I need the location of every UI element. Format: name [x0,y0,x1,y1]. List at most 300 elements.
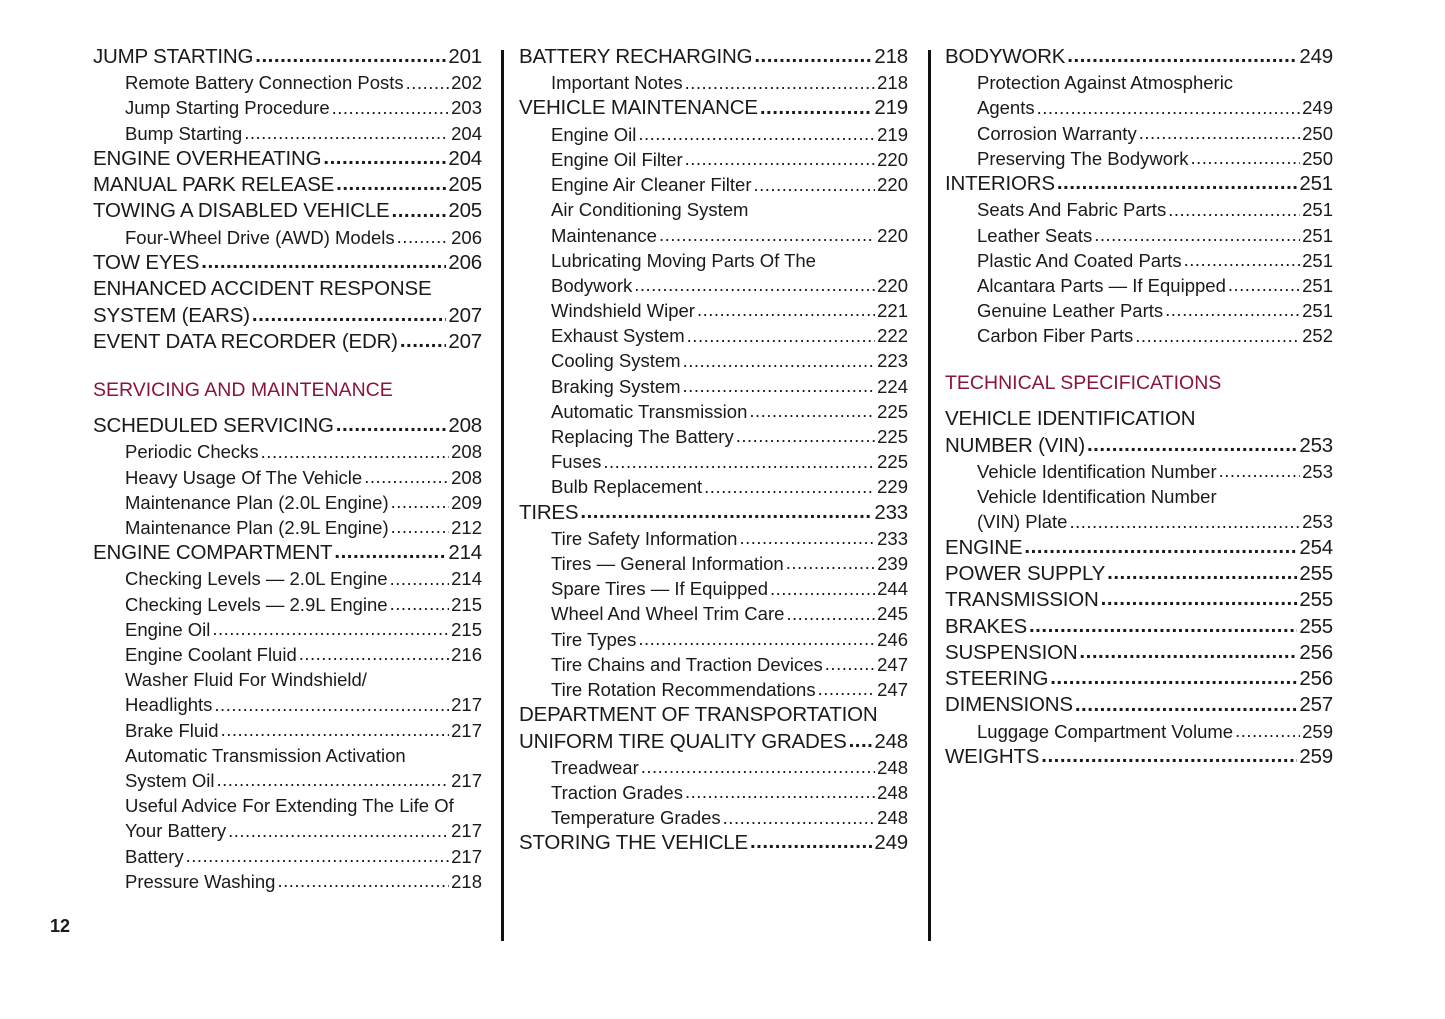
toc-entry-page: 248 [877,756,908,778]
toc-sub-entry[interactable] [519,122,908,147]
toc-entry-page: 217 [451,694,482,716]
toc-main-entry[interactable] [945,692,1333,718]
toc-entry-page: 217 [451,845,482,867]
toc-entry-page: 225 [877,451,908,473]
toc-main-entry[interactable] [519,830,908,856]
toc-entry-title: POWER SUPPLY [945,561,1106,585]
toc-entry-title: UNIFORM TIRE QUALITY GRADES [519,729,847,753]
toc-entry-title: Engine Coolant Fluid [125,644,297,666]
toc-sub-entry[interactable] [945,719,1333,744]
dot-leader [603,453,875,472]
toc-entry-page: 255 [1299,561,1333,585]
dot-leader [334,542,446,563]
toc-entry-page: 259 [1299,744,1333,768]
dot-leader [1190,149,1300,168]
toc-main-entry[interactable] [93,250,482,276]
dot-leader [818,680,876,699]
toc-column-2 [519,44,908,857]
toc-sub-entry[interactable] [519,677,908,702]
toc-entry-title: Checking Levels — 2.0L Engine [125,568,388,590]
toc-main-entry[interactable] [945,171,1333,197]
toc-main-entry[interactable] [945,406,1333,432]
toc-main-entry[interactable] [945,44,1333,70]
toc-entry-page: 245 [877,603,908,625]
toc-entry-page: 221 [877,300,908,322]
dot-leader [749,402,875,421]
toc-main-entry[interactable] [93,198,482,224]
dot-leader [1235,722,1300,741]
toc-sub-entry[interactable] [945,323,1333,348]
toc-entry-title: Cooling System [551,350,681,372]
dot-leader [1069,513,1300,532]
toc-sub-entry[interactable] [93,869,482,894]
toc-main-entry[interactable] [945,614,1333,640]
toc-main-entry[interactable] [945,666,1333,692]
dot-leader [221,721,450,740]
dot-leader [849,731,873,752]
toc-entry-title: JUMP STARTING [93,45,254,68]
toc-entry-page: 206 [448,250,482,274]
toc-entry-page: 218 [451,870,482,892]
toc-entry-page: 204 [448,146,482,170]
toc-sub-entry[interactable] [519,424,908,449]
toc-entry-page: 253 [1302,511,1333,533]
toc-entry-title: Bump Starting [125,122,243,144]
toc-entry-page: 219 [877,123,908,145]
toc-sub-entry[interactable] [519,780,908,805]
toc-entry-title: TRANSMISSION [945,588,1099,612]
toc-sub-entry[interactable] [93,225,482,250]
toc-entry-title: Engine Oil [551,123,637,145]
dot-leader [1165,301,1300,320]
toc-sub-entry[interactable] [93,667,482,692]
toc-sub-entry[interactable] [519,70,908,95]
toc-entry-title: MANUAL PARK RELEASE [93,173,335,197]
toc-sub-entry[interactable] [93,743,482,768]
toc-sub-entry[interactable] [519,474,908,499]
dot-leader [1139,124,1300,143]
toc-sub-entry[interactable] [945,459,1333,484]
dot-leader [277,872,449,891]
toc-sub-entry[interactable] [519,172,908,197]
toc-sub-entry[interactable] [945,223,1333,248]
dot-leader [750,832,872,853]
dot-leader [252,305,447,326]
toc-entry-page: 207 [448,329,482,353]
toc-sub-entry[interactable] [93,465,482,490]
toc-entry-title: STORING THE VEHICLE [519,831,748,855]
toc-entry-page: 254 [1299,535,1333,559]
toc-sub-entry[interactable] [93,718,482,743]
toc-entry-title: System Oil [125,769,215,791]
toc-sub-entry[interactable] [945,484,1333,509]
toc-entry-title: Traction Grades [551,781,683,803]
toc-main-entry[interactable] [945,587,1333,613]
toc-sub-entry[interactable] [945,248,1333,273]
toc-sub-entry[interactable] [519,374,908,399]
toc-entry-title: Headlights [125,694,213,716]
toc-entry-page: 208 [451,441,482,463]
toc-entry-title: Tires — General Information [551,553,784,575]
dot-leader [1228,276,1300,295]
toc-sub-entry[interactable] [93,768,482,793]
dot-leader [786,554,875,573]
toc-entry-title: Leather Seats [977,224,1093,246]
dot-leader [397,228,449,247]
toc-entry-title: Battery [125,845,184,867]
toc-entry-title: BODYWORK [945,45,1066,68]
dot-leader [687,327,875,346]
dot-leader [1184,251,1300,270]
toc-entry-title: Temperature Grades [551,807,721,829]
section-heading: SERVICING AND MAINTENANCE [93,379,393,402]
toc-column-1 [93,44,482,894]
toc-entry-title: Jump Starting Procedure [125,97,330,119]
toc-sub-entry[interactable] [945,146,1333,171]
dot-leader [244,124,449,143]
toc-entry-page: 246 [877,628,908,650]
toc-sub-entry[interactable] [93,818,482,843]
dot-leader [638,630,875,649]
toc-entry-page: 218 [877,72,908,94]
dot-leader [1094,226,1300,245]
toc-sub-entry[interactable] [519,526,908,551]
toc-entry-page: 249 [1302,97,1333,119]
toc-sub-entry[interactable] [945,298,1333,323]
toc-entry-title: Automatic Transmission Activation [125,744,406,766]
toc-entry-page: 208 [448,414,482,438]
dot-leader [364,468,449,487]
dot-leader [634,276,875,295]
toc-sub-entry[interactable] [519,601,908,626]
dot-leader [825,655,875,674]
toc-sub-entry[interactable] [519,399,908,424]
toc-entry-title: Maintenance [551,224,657,246]
toc-entry-page: 217 [451,820,482,842]
toc-entry-page: 248 [874,729,908,753]
toc-entry-title: Preserving The Bodywork [977,147,1189,169]
toc-entry-title: Fuses [551,451,602,473]
toc-entry-title: BATTERY RECHARGING [519,45,753,68]
toc-sub-entry[interactable] [945,70,1333,95]
toc-entry-title: Maintenance Plan (2.0L Engine) [125,491,389,513]
toc-entry-page: 247 [877,679,908,701]
dot-leader [736,427,875,446]
toc-entry-page: 239 [877,553,908,575]
toc-sub-entry[interactable] [945,197,1333,222]
toc-main-entry[interactable] [945,433,1333,459]
toc-entry-title: Tire Rotation Recommendations [551,679,816,701]
dot-leader [1041,746,1297,767]
section-heading: TECHNICAL SPECIFICATIONS [945,372,1222,395]
dot-leader [1087,435,1297,456]
dot-leader [685,74,876,93]
toc-entry-title: VEHICLE IDENTIFICATION [945,407,1196,431]
toc-entry-page: 253 [1299,433,1333,457]
toc-entry-title: WEIGHTS [945,744,1040,768]
toc-main-entry[interactable] [93,303,482,329]
dot-leader [406,74,449,93]
toc-sub-entry[interactable] [93,793,482,818]
toc-sub-entry[interactable] [519,197,908,222]
toc-entry-title: Periodic Checks [125,441,259,463]
toc-entry-page: 220 [877,174,908,196]
toc-main-entry[interactable] [93,540,482,566]
toc-entry-title: Braking System [551,375,681,397]
toc-entry-page: 255 [1299,614,1333,638]
toc-sub-entry[interactable] [93,515,482,540]
toc-sub-entry[interactable] [519,755,908,780]
dot-leader [1075,695,1298,716]
toc-entry-page: 249 [874,831,908,855]
toc-entry-page: 204 [451,122,482,144]
toc-sub-entry[interactable] [519,551,908,576]
toc-sub-entry[interactable] [93,844,482,869]
toc-main-entry[interactable] [519,729,908,755]
toc-entry-page: 248 [877,781,908,803]
toc-sub-entry[interactable] [519,223,908,248]
toc-entry-title: Plastic And Coated Parts [977,249,1182,271]
toc-entry-title: ENHANCED ACCIDENT RESPONSE [93,277,432,301]
toc-entry-title: Bodywork [551,274,633,296]
toc-sub-entry[interactable] [93,692,482,717]
dot-leader [723,809,875,828]
toc-entry-title: ENGINE COMPARTMENT [93,541,333,565]
toc-main-entry[interactable] [945,561,1333,587]
toc-entry-page: 214 [448,541,482,565]
toc-entry-title: Alcantara Parts — If Equipped [977,274,1226,296]
dot-leader [697,301,875,320]
toc-sub-entry[interactable] [519,805,908,830]
toc-main-entry[interactable] [93,146,482,172]
dot-leader [739,529,875,548]
toc-entry-title: Windshield Wiper [551,300,695,322]
toc-main-entry[interactable] [519,44,908,70]
dot-leader [1067,46,1297,67]
toc-main-entry[interactable] [93,172,482,198]
dot-leader [659,226,875,245]
toc-sub-entry[interactable] [945,509,1333,534]
toc-entry-page: 216 [451,644,482,666]
toc-entry-page: 206 [451,226,482,248]
toc-main-entry[interactable] [945,744,1333,770]
toc-entry-title: Tire Types [551,628,637,650]
toc-entry-title: Remote Battery Connection Posts [125,72,404,94]
toc-main-entry[interactable] [519,702,908,728]
dot-leader [704,478,875,497]
toc-entry-page: 251 [1302,274,1333,296]
toc-entry-title: VEHICLE MAINTENANCE [519,96,758,120]
toc-entry-title: Protection Against Atmospheric [977,72,1234,94]
toc-main-entry[interactable] [519,95,908,121]
toc-entry-page: 202 [451,72,482,94]
toc-entry-title: NUMBER (VIN) [945,433,1085,457]
toc-entry-title: Maintenance Plan (2.9L Engine) [125,516,389,538]
toc-entry-page: 217 [451,769,482,791]
dot-leader [400,331,447,352]
toc-sub-entry[interactable] [93,95,482,120]
dot-leader [391,493,450,512]
toc-sub-entry[interactable] [519,652,908,677]
toc-entry-title: Seats And Fabric Parts [977,199,1167,221]
toc-entry-page: 251 [1302,249,1333,271]
dot-leader [1050,668,1297,689]
dot-leader [391,518,450,537]
toc-entry-title: Tire Safety Information [551,527,738,549]
toc-sub-entry[interactable] [519,273,908,298]
toc-entry-page: 251 [1299,172,1333,196]
toc-entry-page: 244 [877,578,908,600]
column-divider [501,50,504,941]
toc-entry-title: Vehicle Identification Number [977,461,1217,483]
toc-sub-entry[interactable] [945,95,1333,120]
toc-entry-title: Vehicle Identification Number [977,486,1217,508]
dot-leader [336,174,446,195]
toc-entry-page: 219 [874,96,908,120]
toc-entry-title: Luggage Compartment Volume [977,720,1234,742]
toc-main-entry[interactable] [93,44,482,70]
toc-entry-title: INTERIORS [945,172,1055,196]
dot-leader [760,98,873,119]
toc-entry-page: 250 [1302,147,1333,169]
toc-entry-title: Wheel And Wheel Trim Care [551,603,785,625]
toc-entry-page: 233 [874,500,908,524]
toc-entry-page: 256 [1299,640,1333,664]
dot-leader [390,570,450,589]
toc-entry-title: Engine Oil [125,618,211,640]
toc-entry-page: 251 [1302,224,1333,246]
toc-entry-page: 225 [877,426,908,448]
toc-entry-title: Genuine Leather Parts [977,300,1164,322]
toc-sub-entry[interactable] [93,566,482,591]
toc-sub-entry[interactable] [519,348,908,373]
toc-entry-title: Checking Levels — 2.9L Engine [125,593,388,615]
toc-entry-page: 212 [451,516,482,538]
toc-sub-entry[interactable] [519,449,908,474]
toc-main-entry[interactable] [945,535,1333,561]
toc-main-entry[interactable] [93,276,482,302]
toc-entry-page: 201 [448,45,482,68]
dot-leader [392,201,447,222]
toc-sub-entry[interactable] [519,627,908,652]
toc-sub-entry[interactable] [93,439,482,464]
dot-leader [299,645,449,664]
dot-leader [216,771,449,790]
dot-leader [683,377,876,396]
dot-leader [685,783,875,802]
toc-entry-page: 251 [1302,199,1333,221]
toc-entry-page: 255 [1299,588,1333,612]
toc-entry-title: Four-Wheel Drive (AWD) Models [125,226,395,248]
toc-entry-title: Pressure Washing [125,870,276,892]
toc-entry-page: 256 [1299,667,1333,691]
toc-entry-page: 220 [877,224,908,246]
toc-sub-entry[interactable] [93,121,482,146]
toc-entry-title: Air Conditioning System [551,199,749,221]
toc-entry-page: 233 [877,527,908,549]
dot-leader [1037,99,1301,118]
dot-leader [390,595,450,614]
toc-entry-page: 252 [1302,325,1333,347]
toc-entry-page: 205 [448,199,482,223]
toc-entry-title: Brake Fluid [125,719,219,741]
toc-entry-page: 249 [1299,45,1333,68]
toc-entry-page: 223 [877,350,908,372]
dot-leader [638,125,875,144]
toc-sub-entry[interactable] [945,273,1333,298]
toc-sub-entry[interactable] [519,248,908,273]
toc-entry-page: 208 [451,466,482,488]
dot-leader [261,443,449,462]
dot-leader [214,696,449,715]
toc-entry-title: SUSPENSION [945,640,1078,664]
dot-leader [754,46,872,67]
toc-entry-title: ENGINE OVERHEATING [93,146,322,170]
toc-main-entry[interactable] [93,329,482,355]
toc-sub-entry[interactable] [93,617,482,642]
dot-leader [1057,173,1298,194]
toc-sub-entry[interactable] [93,490,482,515]
toc-sub-entry[interactable] [93,642,482,667]
toc-entry-page: 253 [1302,461,1333,483]
dot-leader [1219,462,1301,481]
dot-leader [323,148,446,169]
toc-entry-title: DEPARTMENT OF TRANSPORTATION [519,703,878,727]
toc-column-3 [945,44,1333,770]
toc-entry-title: Treadwear [551,756,639,778]
dot-leader [1029,616,1297,637]
toc-sub-entry[interactable] [519,147,908,172]
toc-main-entry[interactable] [945,640,1333,666]
toc-sub-entry[interactable] [519,298,908,323]
column-divider [928,50,931,941]
toc-entry-page: 207 [448,303,482,327]
dot-leader [332,99,449,118]
toc-main-entry[interactable] [519,500,908,526]
toc-entry-page: 259 [1302,720,1333,742]
toc-entry-title: Lubricating Moving Parts Of The [551,249,816,271]
toc-sub-entry[interactable] [519,323,908,348]
dot-leader [228,822,449,841]
toc-entry-title: EVENT DATA RECORDER (EDR) [93,329,398,353]
toc-entry-page: 215 [451,593,482,615]
toc-entry-page: 248 [877,807,908,829]
toc-sub-entry[interactable] [945,121,1333,146]
toc-sub-entry[interactable] [519,576,908,601]
dot-leader [1135,327,1300,346]
toc-main-entry[interactable] [93,413,482,439]
toc-entry-title: TIRES [519,500,579,524]
toc-sub-entry[interactable] [93,592,482,617]
toc-entry-title: Washer Fluid For Windshield/ [125,669,367,691]
dot-leader [683,352,876,371]
toc-entry-page: 224 [877,375,908,397]
toc-entry-page: 218 [874,45,908,68]
toc-entry-title: Engine Air Cleaner Filter [551,174,752,196]
toc-entry-title: Important Notes [551,72,683,94]
toc-entry-title: Your Battery [125,820,227,842]
toc-entry-page: 250 [1302,122,1333,144]
dot-leader [580,502,872,523]
toc-entry-page: 220 [877,148,908,170]
toc-entry-title: DIMENSIONS [945,693,1073,717]
dot-leader [754,176,876,195]
dot-leader [201,252,446,273]
toc-sub-entry[interactable] [93,70,482,95]
dot-leader [1024,537,1297,558]
toc-entry-title: STEERING [945,667,1049,691]
toc-entry-page: 222 [877,325,908,347]
